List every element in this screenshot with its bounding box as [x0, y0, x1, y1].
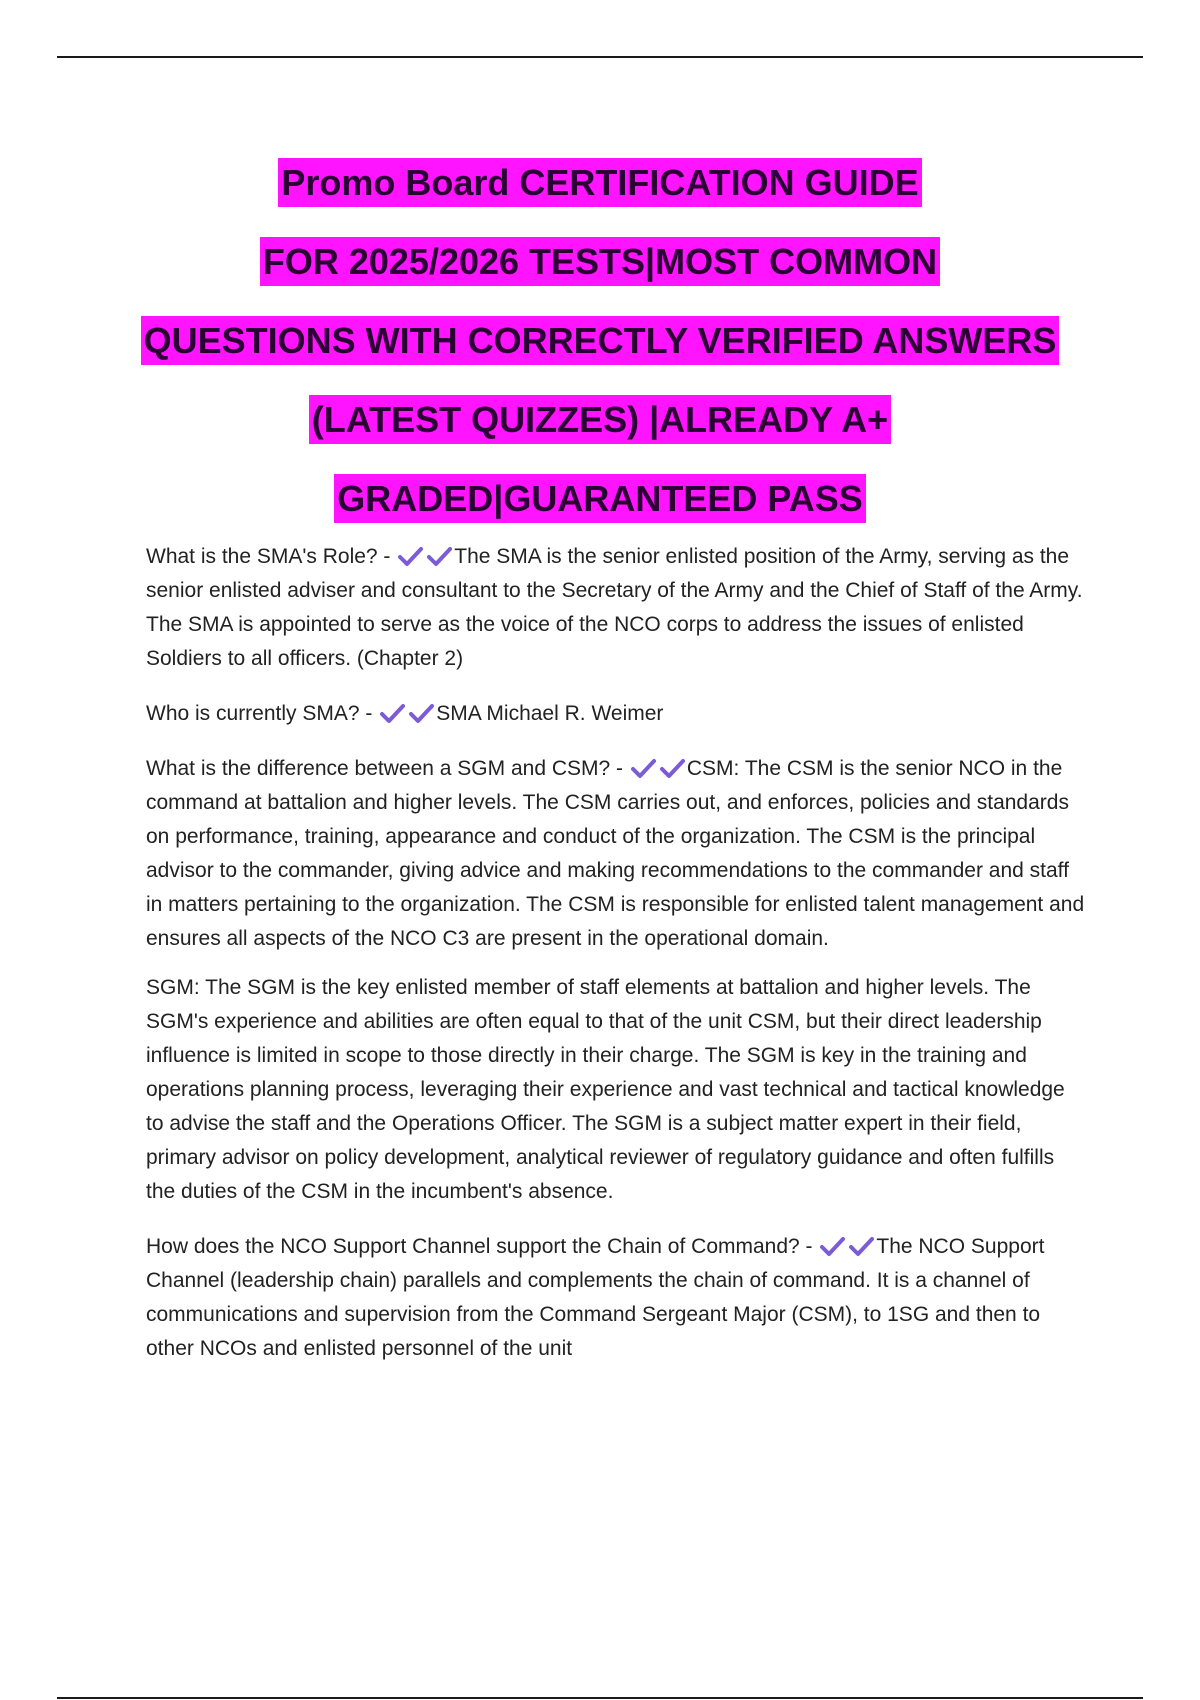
question-text: What is the difference between a SGM and CSM? -: [146, 757, 624, 780]
check-icon: [819, 1235, 846, 1257]
answer-text: CSM: The CSM is the senior NCO in the command at battalion and higher levels. The CSM carries out, and enforces, policies and standards on performance, training, appearance and conduct of the organization. The CSM is the principal advisor to the commander, giving advice and making recommendations to the commander and staff in matters pertaining to the organization. The CSM is responsible for enlisted talent management and ensures all aspects of the NCO C3 are present in the operational domain.: [146, 757, 1085, 950]
qa-item-sma-role: [146, 540, 1086, 676]
title-line-4: (LATEST QUIZZES) |ALREADY A+: [0, 380, 1200, 459]
answer-text: SMA Michael R. Weimer: [436, 702, 664, 725]
qa-item-current-sma: [146, 697, 1086, 731]
top-rule: [57, 56, 1143, 58]
title-line-5: GRADED|GUARANTEED PASS: [0, 459, 1200, 538]
check-icon: [379, 702, 406, 724]
question-text: What is the SMA's Role? -: [146, 545, 391, 568]
check-icon: [408, 702, 435, 724]
check-icon: [630, 757, 657, 779]
question-text: How does the NCO Support Channel support the Chain of Command? -: [146, 1235, 813, 1258]
title-line-2: FOR 2025/2026 TESTS|MOST COMMON: [0, 222, 1200, 301]
paragraph-text: SGM: The SGM is the key enlisted member of staff elements at battalion and higher levels. The SGM's experience and abilities are often equal to that of the unit CSM, but their direct leadership influence is limited in scope to those directly in their charge. The SGM is key in the training and operations planning process, leveraging their experience and vast technical and tactical knowledge to advise the staff and the Operations Officer. The SGM is a subject matter expert in their field, primary advisor on policy development, analytical reviewer of regulatory guidance and often fulfills the duties of the CSM in the incumbent's absence.: [146, 976, 1065, 1203]
document-body: [146, 540, 1086, 1387]
answer-text: The SMA is the senior enlisted position of the Army, serving as the senior enlisted adviser and consultant to the Secretary of the Army and the Chief of Staff of the Army. The SMA is appointed to serve as the voice of the NCO corps to address the issues of enlisted Soldiers to all officers. (Chapter 2): [146, 545, 1083, 670]
title-line-3: QUESTIONS WITH CORRECTLY VERIFIED ANSWERS: [0, 301, 1200, 380]
qa-item-sgm-vs-csm: [146, 752, 1086, 956]
sgm-paragraph: [146, 971, 1086, 1209]
check-icon: [426, 545, 453, 567]
check-icon: [848, 1235, 875, 1257]
answer-text: The NCO Support Channel (leadership chain) parallels and complements the chain of command. It is a channel of communications and supervision from the Command Sergeant Major (CSM), to 1SG and then to other NCOs and enlisted personnel of the unit: [146, 1235, 1045, 1360]
title-line-1: Promo Board CERTIFICATION GUIDE: [0, 143, 1200, 222]
bottom-rule: [57, 1697, 1143, 1699]
document-title: [0, 143, 1200, 538]
qa-item-nco-support-channel: [146, 1230, 1086, 1366]
question-text: Who is currently SMA? -: [146, 702, 373, 725]
check-icon: [659, 757, 686, 779]
check-icon: [397, 545, 424, 567]
